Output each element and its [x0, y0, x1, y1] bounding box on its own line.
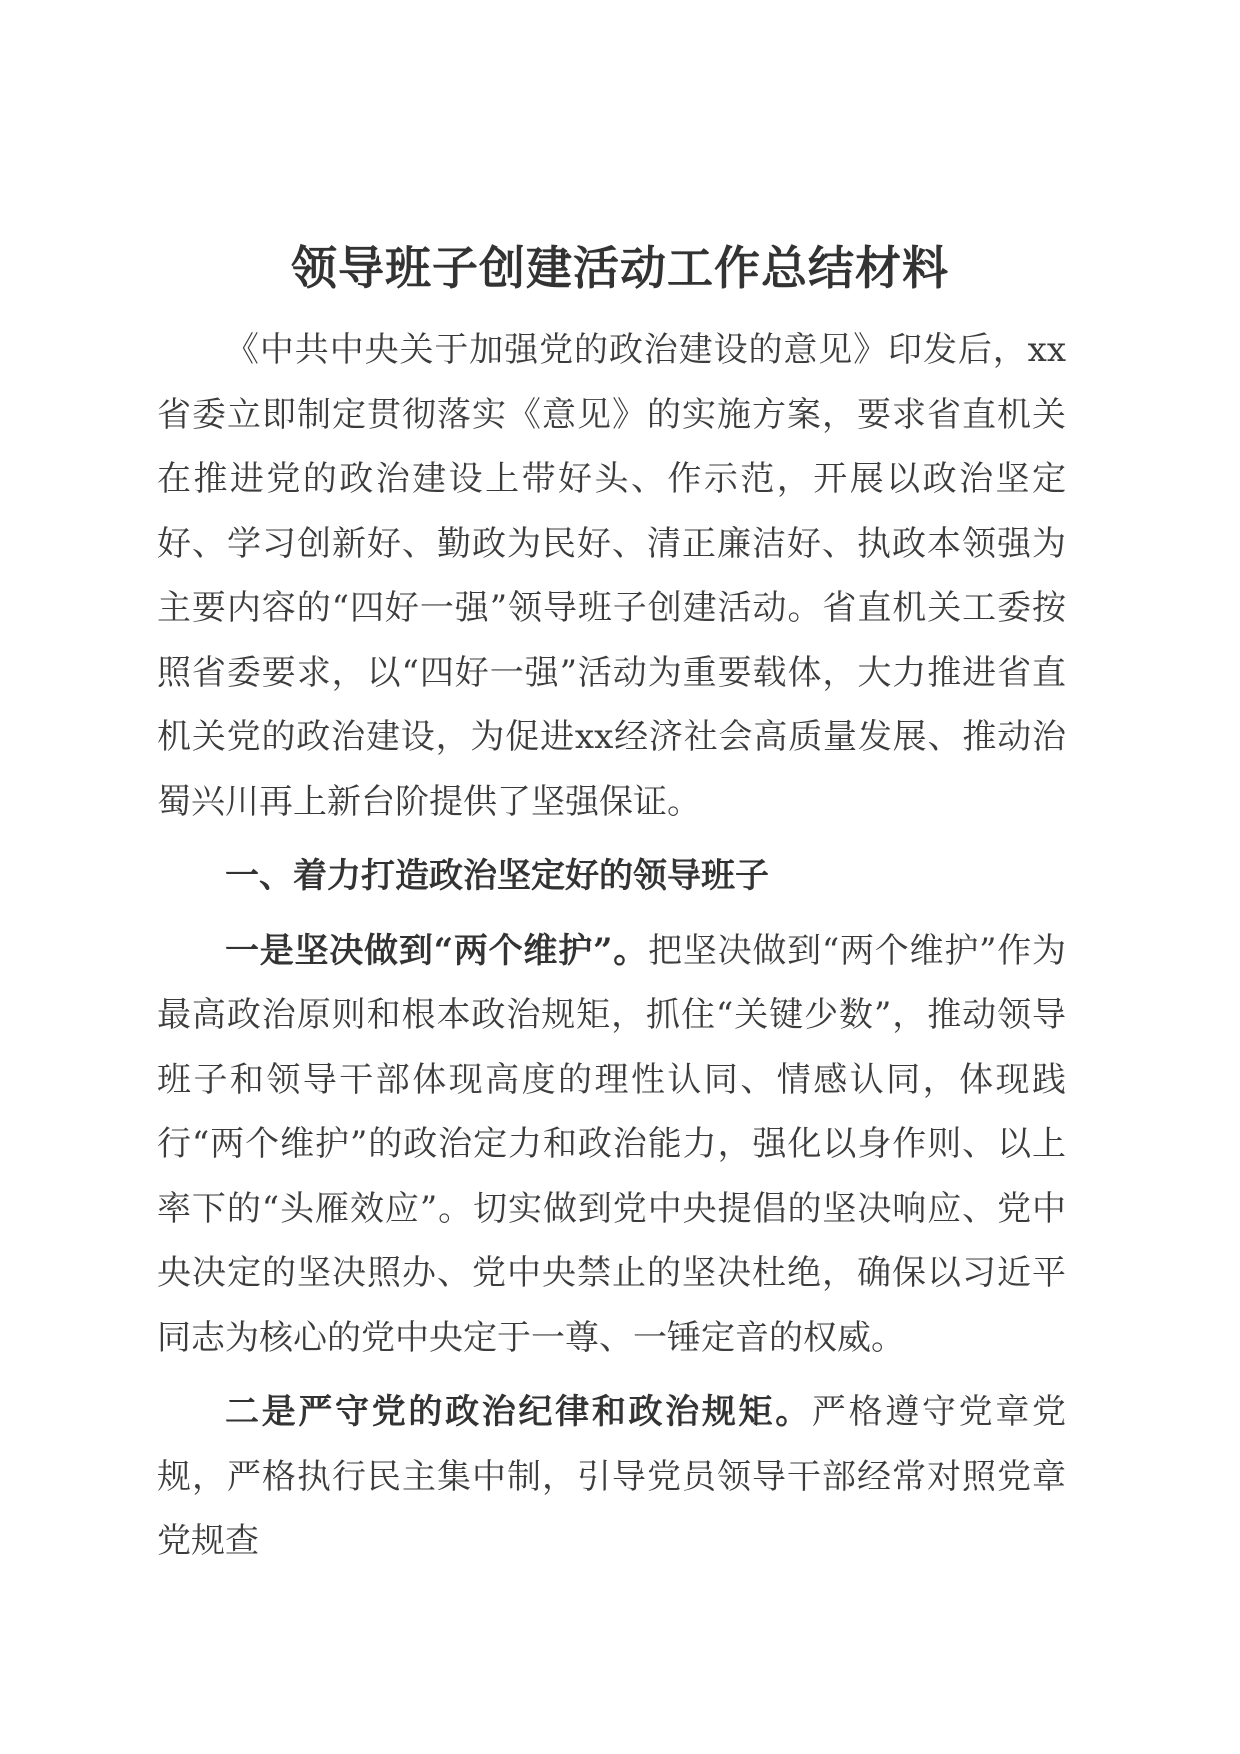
point-1-paragraph	[157, 919, 1066, 1371]
document-body	[157, 318, 1066, 1574]
point-1-lead: 一是坚决做到“两个维护”。	[225, 930, 649, 971]
point-2-lead: 二是严守党的政治纪律和政治规矩。	[225, 1392, 812, 1432]
point-2-text: 严格遵守党章党规，严格执行民主集中制，引导党员领导干部经常对照党章党规查	[157, 1392, 1067, 1561]
section-heading-1: 一、着力打造政治坚定好的领导班子	[225, 856, 769, 896]
point-2-paragraph	[157, 1380, 1066, 1574]
document-title: 领导班子创建活动工作总结材料	[291, 241, 949, 295]
point-1-text: 把坚决做到“两个维护”作为最高政治原则和根本政治规矩，抓住“关键少数”，推动领导班子和领导干部体现高度的理性认同、情感认同，体现践行“两个维护”的政治定力和政治能力，强化以身作则、以上率下的“头雁效应”。切实做到党中央提倡的坚决响应、党中央决定的坚决照办、党中央禁止的坚决杜绝，确保以习近平同志为核心的党中央定于一尊、一锤定音的权威。	[157, 930, 1066, 1358]
intro-paragraph: 《中共中央关于加强党的政治建设的意见》印发后，xx省委立即制定贯彻落实《意见》的实施方案，要求省直机关在推进党的政治建设上带好头、作示范，开展以政治坚定好、学习创新好、勤政为民好、清正廉洁好、执政本领强为主要内容的“四好一强”领导班子创建活动。省直机关工委按照省委要求，以“四好一强”活动为重要载体，大力推进省直机关党的政治建设，为促进xx经济社会高质量发展、推动治蜀兴川再上新台阶提供了坚强保证。	[157, 330, 1066, 822]
